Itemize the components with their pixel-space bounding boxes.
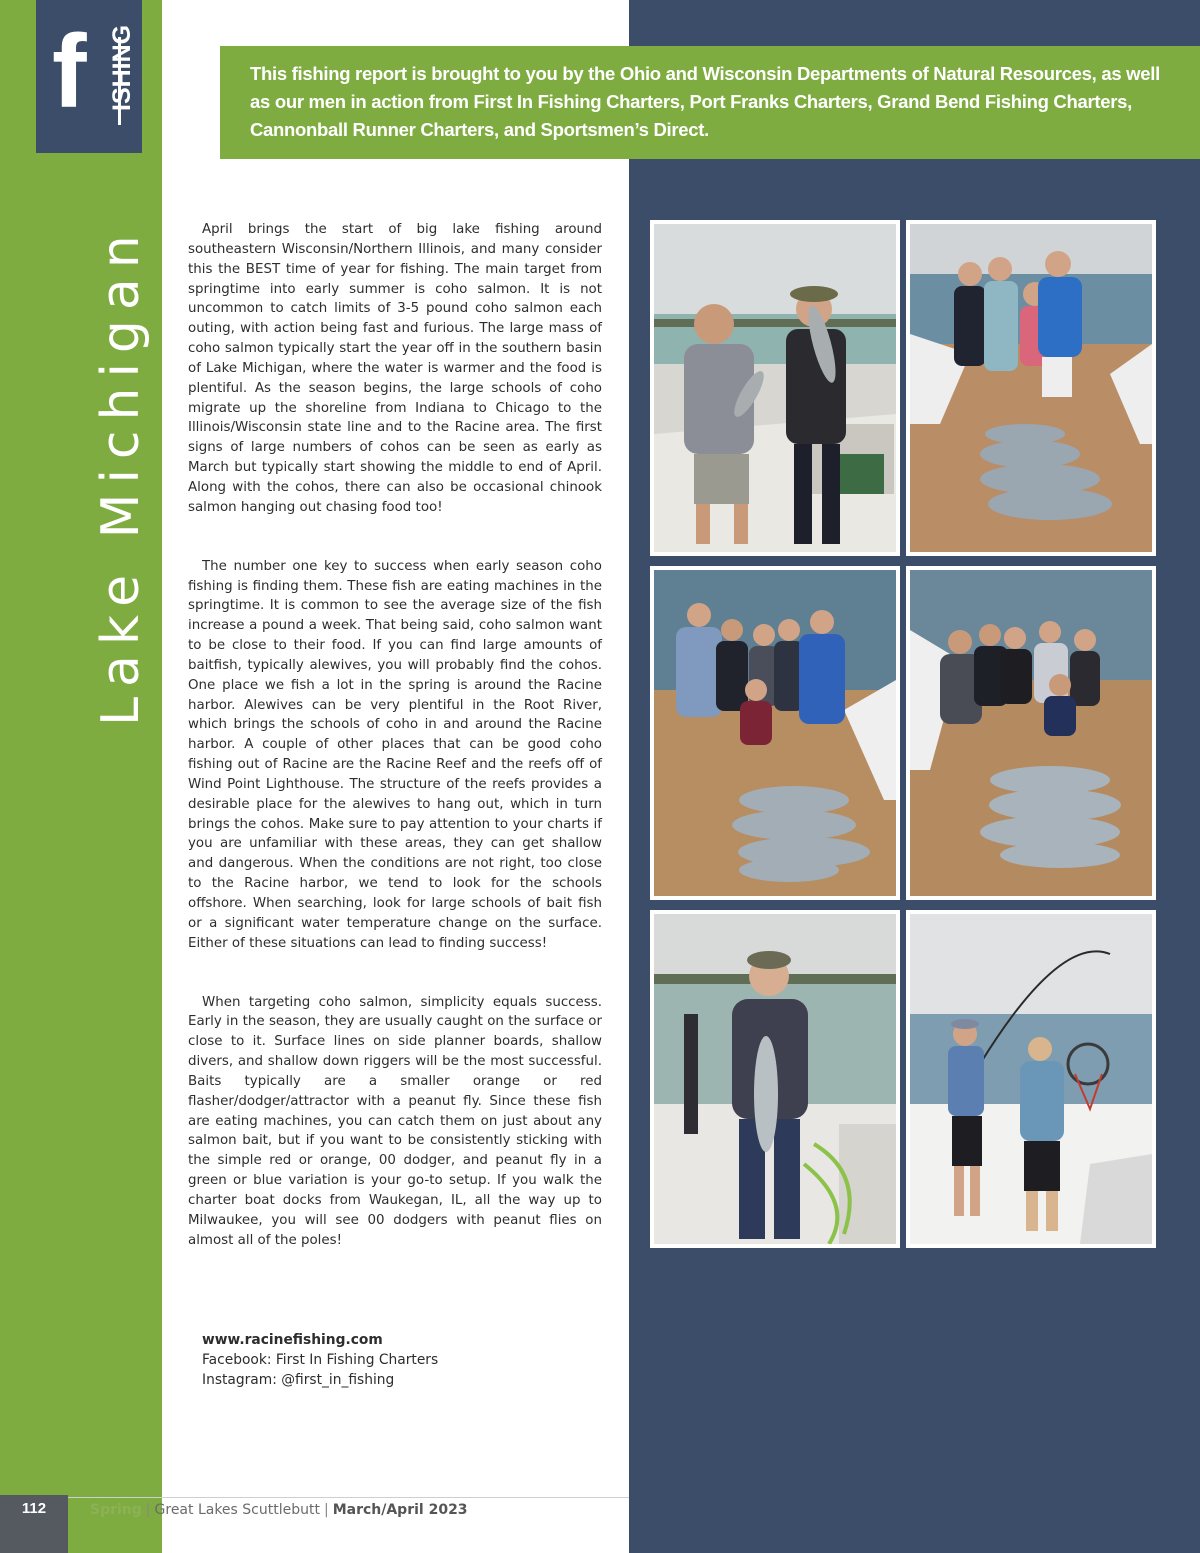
banner-text: This fishing report is brought to you by the Ohio and Wisconsin Departments of Natural Resources, as well as our men in action from First In Fishing Charters, Port Franks Charters, Grand Bend Fishing Charters, Cannonball Runner Charters, and Sportsmen’s Direct.	[250, 63, 1160, 140]
footer-divider	[68, 1497, 629, 1498]
article-paragraph: The number one key to success when early season coho fishing is finding them. These fish are eating machines in the springtime. It is common to see the average size of the fish increase a pound a week. That being said, coho salmon want to be close to their food. If you can find large amounts of baitfish, typically alewives, you will probably find the cohos. One place we fish a lot in the spring is around the Racine harbor. Alewives can be very plentiful in the Root River, which brings the schools of coho in and around the Racine harbor. A couple of other places that can be good coho fishing out of Racine are the Racine Reef and the reefs off of Wind Point Lighthouse. The structure of the reefs provides a desirable place for the alewives to hang out, which in turn brings the cohos. Make sure to pay attention to your charts if you are unfamiliar with these areas, they can get shallow and dangerous. When the conditions are not right, too close to the Racine harbor, we tend to look for the schools offshore. When searching, look for large schools of bait fish or a significant water temperature change on the surface. Either of these situations can lead to finding success!	[188, 558, 602, 951]
footer-separator: |	[323, 1502, 329, 1518]
photo-young-angler-salmon	[650, 910, 900, 1248]
page-number: 112	[21, 1500, 47, 1517]
footer-season: Spring	[90, 1502, 142, 1518]
sponsor-banner	[220, 46, 1200, 159]
section-tab-letter: f	[52, 14, 87, 130]
instagram-text: Instagram: @first_in_fishing	[202, 1372, 395, 1388]
photo-anglers-holding-salmon	[650, 220, 900, 556]
photo-anglers-netting-fish	[906, 910, 1156, 1248]
footer-text	[90, 1502, 468, 1518]
facebook-text: Facebook: First In Fishing Charters	[202, 1352, 439, 1368]
footer-separator: |	[145, 1502, 151, 1518]
article-paragraph: When targeting coho salmon, simplicity equals success. Early in the season, they are usually caught on the surface or close to it. Surface lines on side planner boards, shallow divers, and shallow down riggers will be the most successful. Baits typically are a smaller orange or red flasher/dodger/attractor with a peanut fly. Since these fish are eating machines, you can catch them on just about any salmon bait, but if you want to be consistently sticking with the simple red or orange, 00 dodger, and peanut fly in a green or blue variation is your go-to setup. If you walk the charter boat docks from Waukegan, IL, all the way up to Milwaukee, you will see 00 dodgers with peanut flies on almost all of the poles!	[188, 994, 602, 1248]
footer-publication: Great Lakes Scuttlebutt	[154, 1502, 320, 1518]
section-tab-word: ISHING	[108, 24, 136, 111]
photo-group-crouching	[906, 566, 1156, 900]
article-paragraph: April brings the start of big lake fishing around southeastern Wisconsin/Northern Illinois, and many consider this the BEST time of year for fishing. The main target from springtime into early summer is coho salmon. It is not uncommon to catch limits of 3-5 pound coho salmon each outing, with action being fast and furious. The large mass of coho salmon typically start the year off in the southern basin of Lake Michigan, where the water is warmer and the food is plentiful. As the season begins, the large schools of coho migrate up the shoreline from Indiana to Chicago to the Illinois/Wisconsin state line and to the Racine area. The first signs of large numbers of cohos can be seen as early as March but typically start showing the middle to end of April. Along with the cohos, there can also be occasional chinook salmon hanging out chasing food too!	[188, 222, 602, 515]
contact-info	[202, 1330, 602, 1390]
photo-group-with-catch	[906, 220, 1156, 556]
page-title: Lake Michigan	[91, 225, 151, 726]
footer-date: March/April 2023	[332, 1502, 468, 1518]
photo-crew-fish-pile	[650, 566, 900, 900]
article-body	[188, 220, 602, 1251]
website-link[interactable]: www.racinefishing.com	[202, 1332, 383, 1348]
